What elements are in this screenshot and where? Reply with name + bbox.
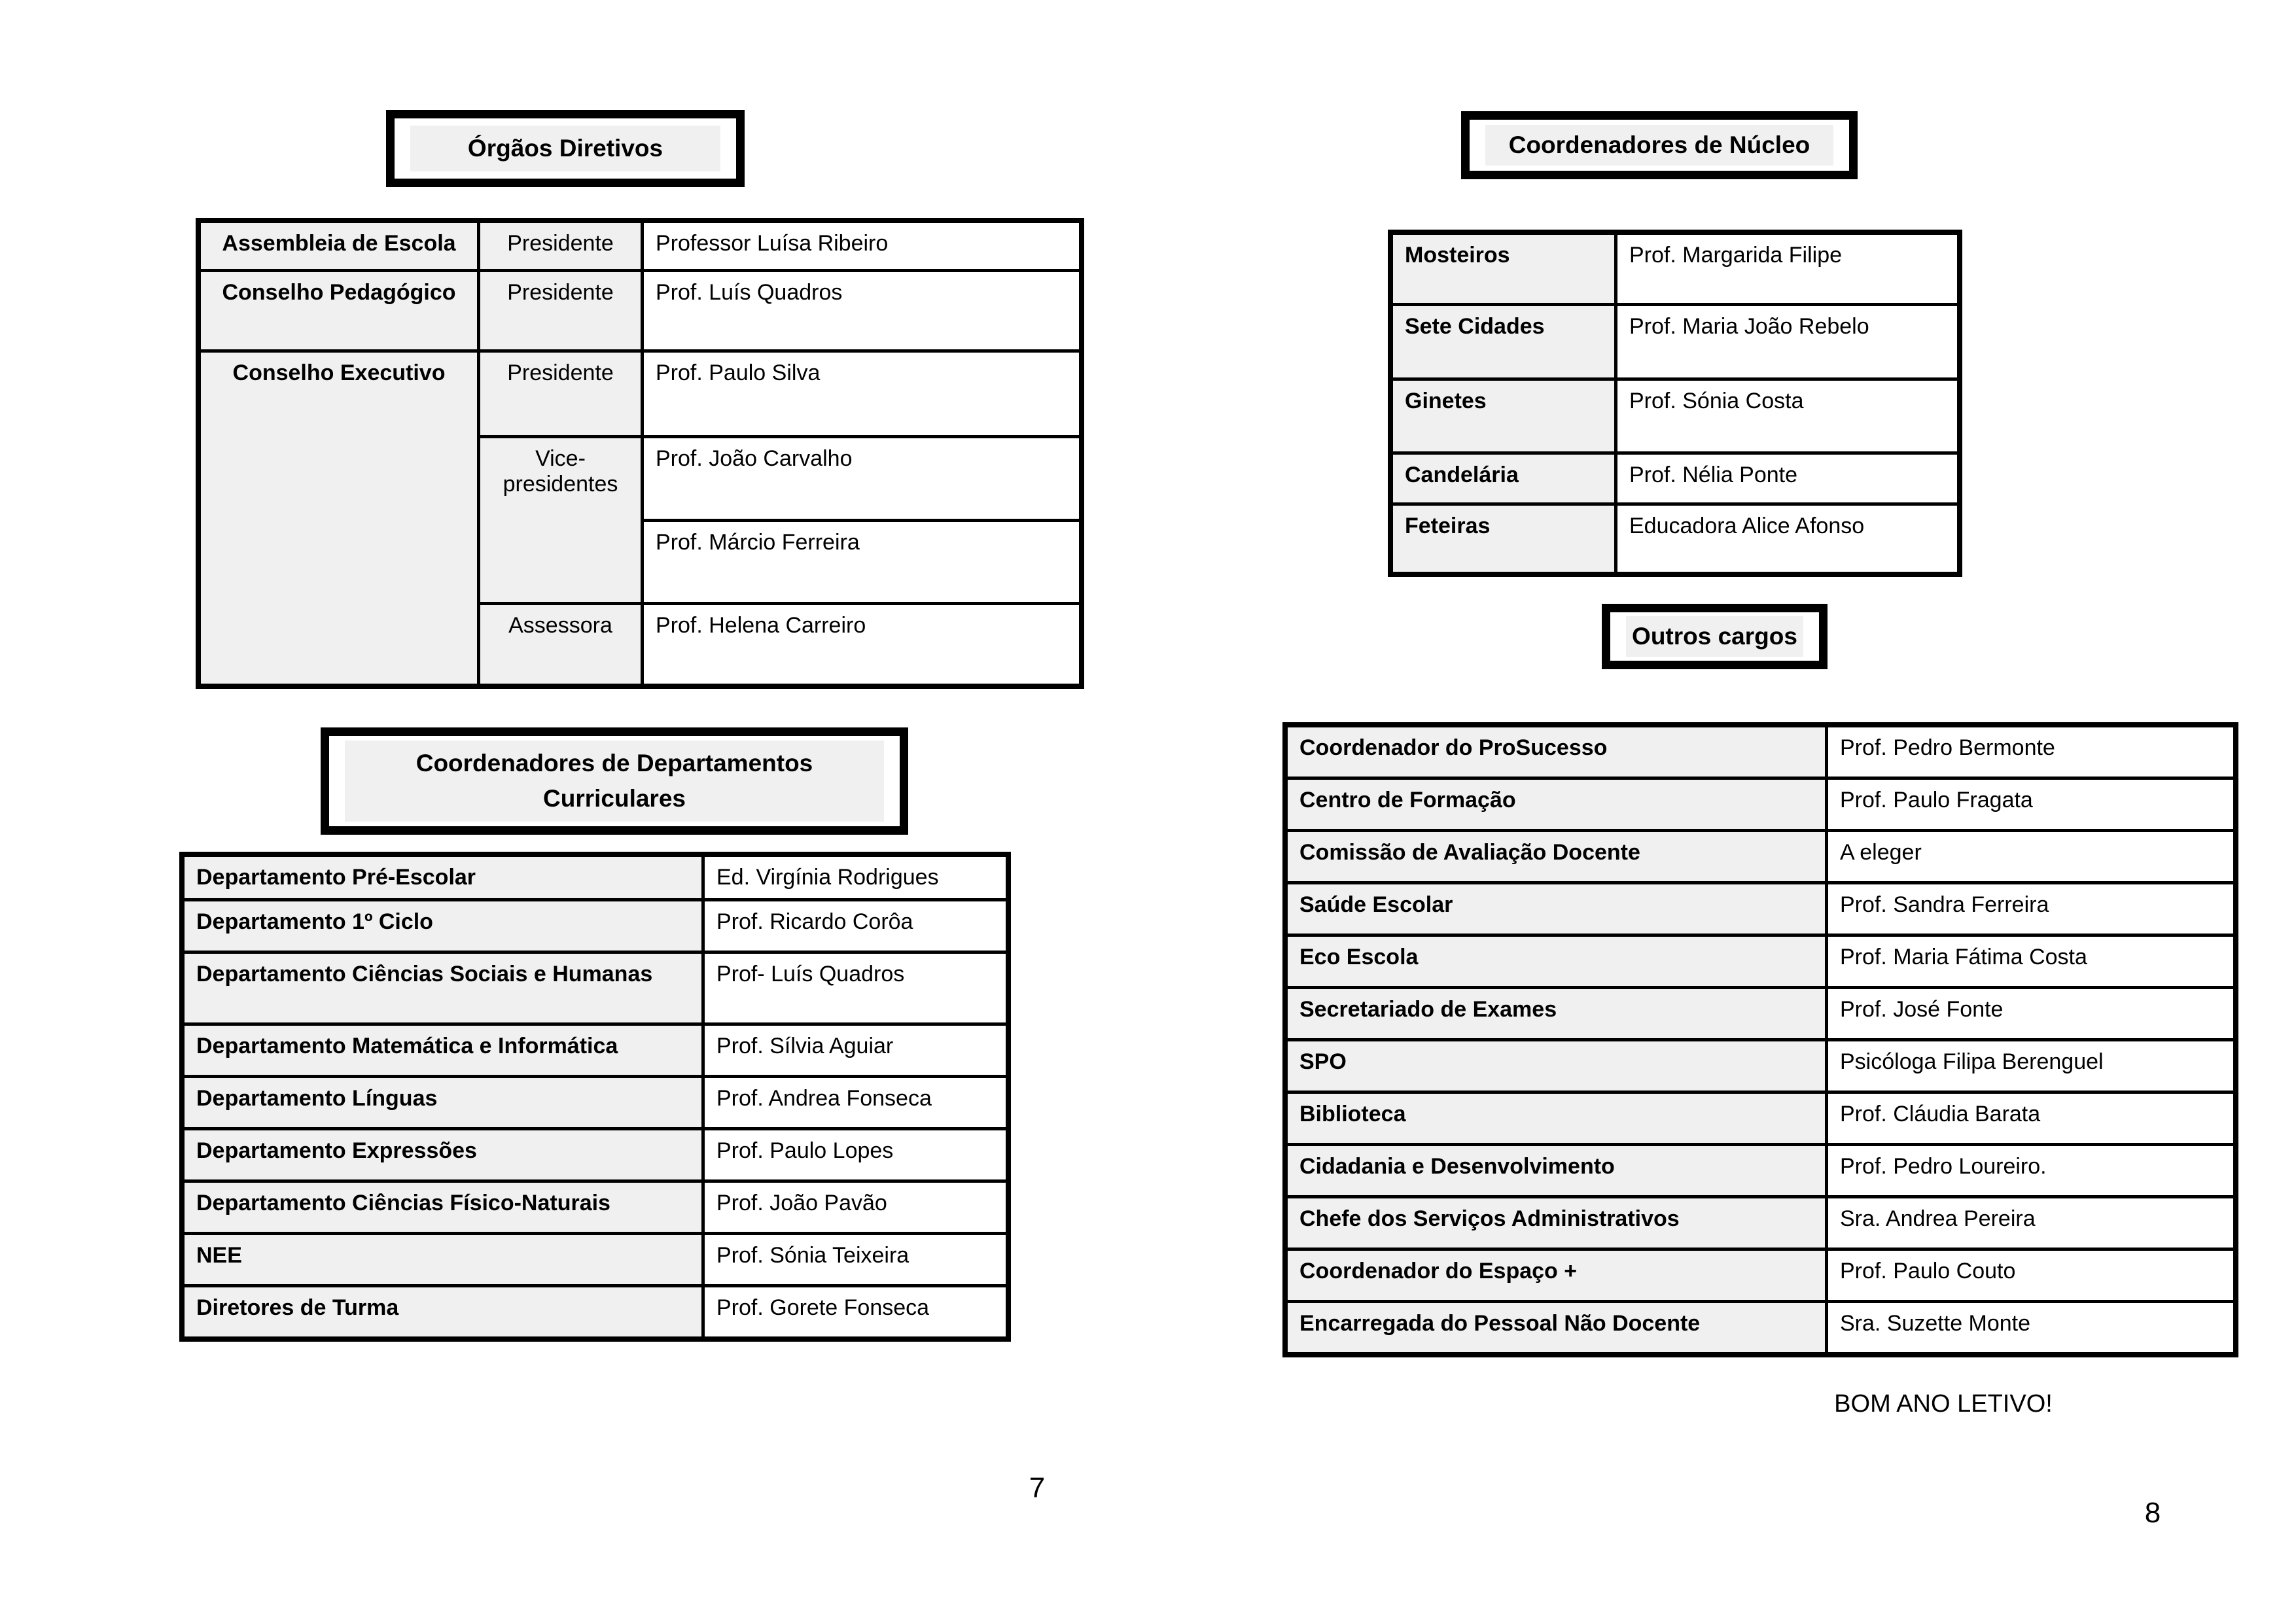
- nucleo-cell: Mosteiros: [1392, 234, 1616, 305]
- person-cell: Prof. Margarida Filipe: [1616, 234, 1959, 305]
- header-line-1: Coordenadores de Departamentos: [415, 750, 813, 777]
- header-outros-cargos-label: Outros cargos: [1626, 616, 1803, 657]
- table-row: [200, 222, 1081, 271]
- person-cell: Prof. Paulo Couto: [1827, 1249, 2235, 1302]
- table-row: [183, 1181, 1008, 1234]
- dept-cell: Departamento Matemática e Informática: [183, 1024, 703, 1077]
- header-orgaos-diretivos-label: Órgãos Diretivos: [410, 126, 720, 171]
- person-cell: Prof. Maria Fátima Costa: [1827, 935, 2235, 988]
- person-cell: Prof. Cláudia Barata: [1827, 1092, 2235, 1145]
- dept-cell: Departamento Línguas: [183, 1077, 703, 1129]
- person-cell: Psicóloga Filipa Berenguel: [1827, 1040, 2235, 1092]
- orgaos-diretivos-table: [198, 220, 1082, 687]
- nucleo-cell: Candelária: [1392, 453, 1616, 504]
- person-cell: Prof. Maria João Rebelo: [1616, 305, 1959, 379]
- cargo-cell: SPO: [1286, 1040, 1827, 1092]
- header-box-coordenadores-departamentos: [321, 727, 908, 835]
- dept-cell: Departamento Ciências Sociais e Humanas: [183, 952, 703, 1024]
- person-cell: Prof. Sandra Ferreira: [1827, 883, 2235, 935]
- org-cell: Conselho Pedagógico: [200, 271, 479, 351]
- org-cell: Assembleia de Escola: [200, 222, 479, 271]
- table-row: [1286, 1197, 2235, 1249]
- table-row: [183, 1024, 1008, 1077]
- person-cell: Prof. Gorete Fonseca: [703, 1286, 1008, 1338]
- role-cell: Presidente: [479, 222, 643, 271]
- dept-cell: NEE: [183, 1234, 703, 1286]
- nucleo-cell: Ginetes: [1392, 379, 1616, 453]
- table-row: [1392, 453, 1959, 504]
- person-cell: Prof. Paulo Silva: [643, 351, 1081, 437]
- table-row: [183, 856, 1008, 900]
- person-cell: Prof. Sónia Teixeira: [703, 1234, 1008, 1286]
- cargo-cell: Saúde Escolar: [1286, 883, 1827, 935]
- person-cell: Prof. Márcio Ferreira: [643, 521, 1081, 604]
- person-cell: Prof. Paulo Fragata: [1827, 778, 2235, 831]
- person-cell: Prof- Luís Quadros: [703, 952, 1008, 1024]
- cargo-cell: Coordenador do Espaço +: [1286, 1249, 1827, 1302]
- page-number-left: 7: [1029, 1472, 1046, 1504]
- person-cell: Prof. Luís Quadros: [643, 271, 1081, 351]
- table-row: [1392, 504, 1959, 574]
- cargo-cell: Chefe dos Serviços Administrativos: [1286, 1197, 1827, 1249]
- role-cell-vice-presidentes: Vice-presidentes: [479, 437, 643, 604]
- header-box-outros-cargos: [1602, 604, 1828, 669]
- person-cell: Prof. Andrea Fonseca: [703, 1077, 1008, 1129]
- person-cell: Prof. João Carvalho: [643, 437, 1081, 521]
- table-row: [200, 351, 1081, 437]
- table-row: [1286, 935, 2235, 988]
- person-cell: Prof. Ricardo Corôa: [703, 900, 1008, 952]
- footer-note: BOM ANO LETIVO!: [1834, 1390, 2053, 1418]
- table-row: [1286, 1145, 2235, 1197]
- dept-cell: Departamento 1º Ciclo: [183, 900, 703, 952]
- org-cell-conselho-executivo: Conselho Executivo: [200, 351, 479, 686]
- page-number-right: 8: [2144, 1497, 2161, 1529]
- dept-cell: Departamento Pré-Escolar: [183, 856, 703, 900]
- table-row: [1286, 1249, 2235, 1302]
- header-line-2: Curriculares: [543, 785, 686, 812]
- table-row: [1286, 883, 2235, 935]
- cargo-cell: Cidadania e Desenvolvimento: [1286, 1145, 1827, 1197]
- table-row: [183, 1234, 1008, 1286]
- table-row: [183, 900, 1008, 952]
- dept-cell: Diretores de Turma: [183, 1286, 703, 1338]
- cargo-cell: Secretariado de Exames: [1286, 988, 1827, 1040]
- cargo-cell: Coordenador do ProSucesso: [1286, 726, 1827, 778]
- person-cell: Prof. Sónia Costa: [1616, 379, 1959, 453]
- table-row: [1392, 234, 1959, 305]
- person-cell: Prof. Helena Carreiro: [643, 604, 1081, 686]
- person-cell: Prof. João Pavão: [703, 1181, 1008, 1234]
- person-cell: Sra. Andrea Pereira: [1827, 1197, 2235, 1249]
- person-cell: Prof. Sílvia Aguiar: [703, 1024, 1008, 1077]
- person-cell: Prof. José Fonte: [1827, 988, 2235, 1040]
- table-row: [183, 1286, 1008, 1338]
- role-cell: Presidente: [479, 271, 643, 351]
- nucleo-cell: Feteiras: [1392, 504, 1616, 574]
- role-cell: Presidente: [479, 351, 643, 437]
- table-row: [1286, 726, 2235, 778]
- table-row: [183, 952, 1008, 1024]
- role-cell: Assessora: [479, 604, 643, 686]
- person-cell: Sra. Suzette Monte: [1827, 1302, 2235, 1354]
- header-coordenadores-departamentos-label: [345, 741, 884, 821]
- person-cell: Professor Luísa Ribeiro: [643, 222, 1081, 271]
- cargo-cell: Eco Escola: [1286, 935, 1827, 988]
- table-row: [1392, 305, 1959, 379]
- outros-cargos-table: [1284, 724, 2236, 1355]
- person-cell: Prof. Pedro Loureiro.: [1827, 1145, 2235, 1197]
- table-row: [1286, 778, 2235, 831]
- person-cell: A eleger: [1827, 831, 2235, 883]
- dept-cell: Departamento Ciências Físico-Naturais: [183, 1181, 703, 1234]
- table-row: [183, 1077, 1008, 1129]
- table-row: [200, 271, 1081, 351]
- coordenadores-nucleo-table: [1390, 232, 1960, 575]
- table-row: [1286, 1302, 2235, 1354]
- person-cell: Educadora Alice Afonso: [1616, 504, 1959, 574]
- cargo-cell: Centro de Formação: [1286, 778, 1827, 831]
- departamentos-table: [181, 854, 1009, 1340]
- cargo-cell: Encarregada do Pessoal Não Docente: [1286, 1302, 1827, 1354]
- table-row: [183, 1129, 1008, 1181]
- person-cell: Prof. Paulo Lopes: [703, 1129, 1008, 1181]
- dept-cell: Departamento Expressões: [183, 1129, 703, 1181]
- table-row: [1286, 1040, 2235, 1092]
- table-row: [1392, 379, 1959, 453]
- nucleo-cell: Sete Cidades: [1392, 305, 1616, 379]
- table-row: [1286, 831, 2235, 883]
- table-row: [1286, 1092, 2235, 1145]
- table-row: [1286, 988, 2235, 1040]
- person-cell: Prof. Pedro Bermonte: [1827, 726, 2235, 778]
- cargo-cell: Biblioteca: [1286, 1092, 1827, 1145]
- cargo-cell: Comissão de Avaliação Docente: [1286, 831, 1827, 883]
- person-cell: Ed. Virgínia Rodrigues: [703, 856, 1008, 900]
- header-box-orgaos-diretivos: [386, 110, 745, 187]
- person-cell: Prof. Nélia Ponte: [1616, 453, 1959, 504]
- header-box-coordenadores-nucleo: [1461, 111, 1858, 179]
- header-coordenadores-nucleo-label: Coordenadores de Núcleo: [1485, 125, 1833, 166]
